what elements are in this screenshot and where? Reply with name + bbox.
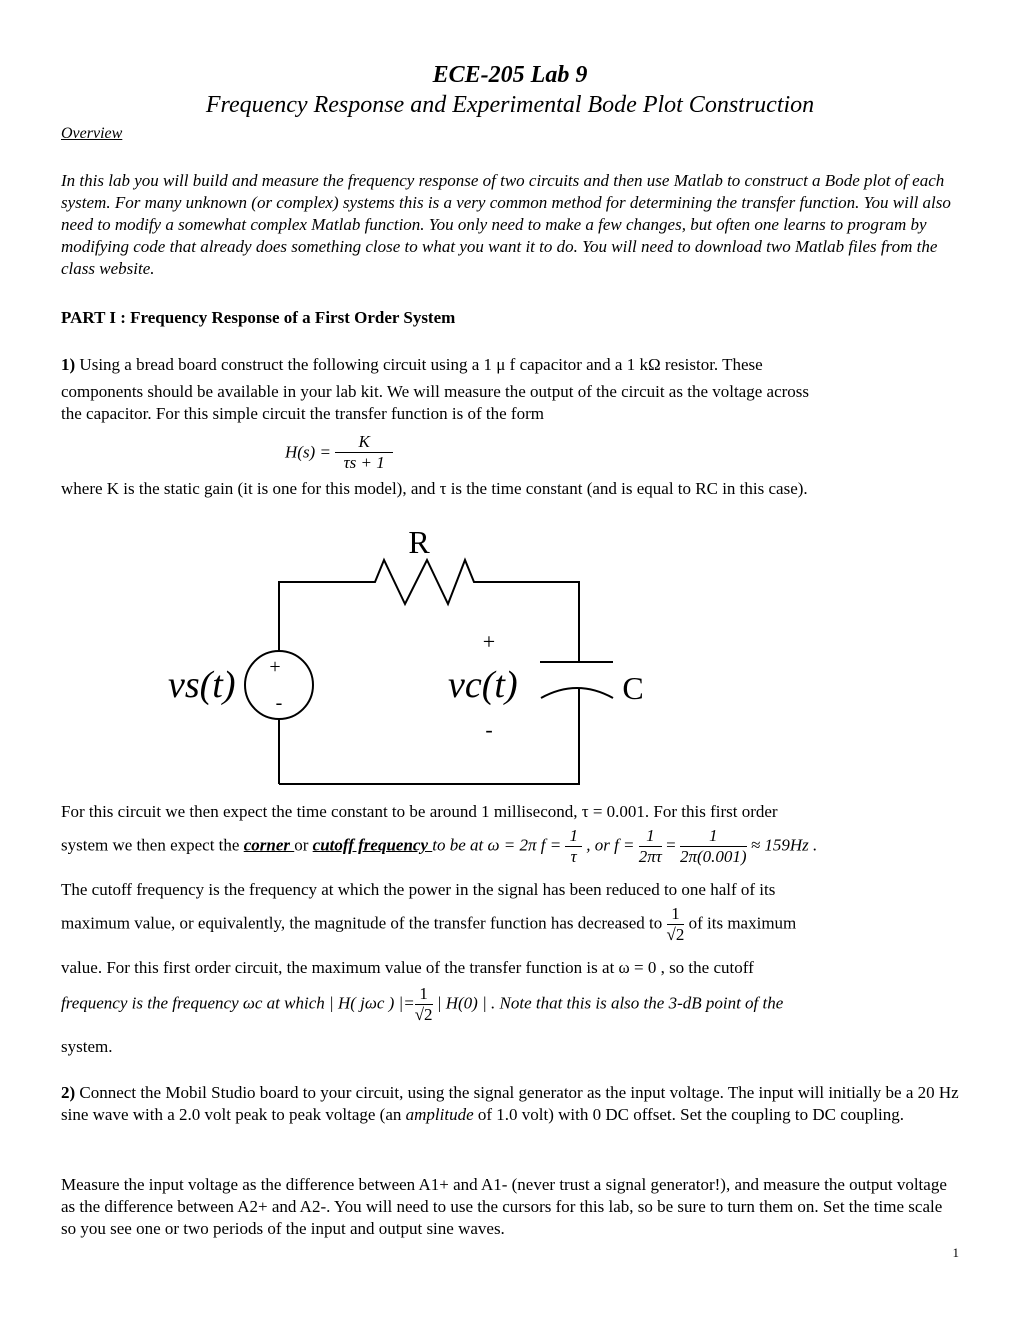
one-over-sqrt2-fraction: [667, 904, 685, 945]
fraction-denominator: √2: [666, 925, 685, 944]
document-title: ECE-205 Lab 9: [432, 62, 588, 88]
transfer-function-equation: [285, 432, 393, 473]
output-voltage-label: vc(t): [448, 664, 518, 706]
analysis-line5: value. For this first order circuit, the maximum value of the transfer function is at ω = 0 , so the cutoff: [61, 958, 754, 977]
step1-line2: components should be available in your lab kit. We will measure the output of the circuit as the voltage across: [61, 382, 810, 401]
step2-text-start: Connect the Mobil Studio board to your circuit, using the signal generator as the input voltage. The input will initially be a 20 Hz sine wave with a 2.0 volt peak to peak voltage (an: [61, 1083, 959, 1124]
step2-number: 2): [61, 1083, 76, 1102]
analysis-line6-end: | H(0) | . Note that this is also the 3-dB point of the: [432, 993, 784, 1013]
fraction-numerator: 1: [639, 826, 662, 847]
step1-line1: [61, 355, 763, 375]
cutoff-result: ≈ 159Hz .: [746, 835, 818, 855]
omega-equation: to be at ω = 2π f =: [432, 835, 562, 855]
measure-paragraph: Measure the input voltage as the difference between A1+ and A1- (never trust a signal generator!), and measure the output voltage as the difference between A2+ and A2-. You will need to use the cursors for this lab, so be sure to turn them on. Set the time scale so you see one or two periods of the input and output sine waves.: [61, 1175, 947, 1238]
resistor-label: R: [408, 524, 430, 560]
transfer-function-fraction: [335, 432, 393, 473]
corner-frequency-term: corner: [243, 835, 295, 855]
analysis-line6: [61, 984, 783, 1025]
fraction-numerator: 1: [565, 826, 582, 847]
step2-paragraph: [61, 1082, 961, 1126]
transfer-function-lhs: H(s) =: [285, 442, 331, 462]
amplitude-term: amplitude: [405, 1105, 474, 1124]
step1-line3: the capacitor. For this simple circuit the transfer function is of the form: [61, 404, 544, 423]
fraction-denominator: 2πτ: [638, 847, 662, 866]
one-over-tau-fraction: [565, 826, 582, 867]
transfer-function-numerator: K: [335, 432, 393, 453]
capacitor-plus-sign: +: [482, 629, 496, 654]
analysis-line2: [61, 826, 817, 867]
overview-label: Overview: [61, 125, 123, 142]
where-line: where K is the static gain (it is one for this model), and τ is the time constant (and is equal to RC in this case).: [61, 479, 808, 498]
analysis-line6-start: frequency is the frequency ωc at which | H( jωc ) |=: [61, 993, 415, 1013]
analysis-line7: system.: [61, 1037, 113, 1056]
fraction-denominator: τ: [570, 847, 577, 866]
f-equation: , or f =: [581, 835, 635, 855]
analysis-line4: [61, 904, 796, 945]
fraction-numerator: 1: [415, 984, 433, 1005]
one-over-two-pi-tau-fraction: [639, 826, 662, 867]
cutoff-frequency-term: cutoff frequency: [312, 835, 433, 855]
circuit-bottom-wire: [279, 688, 579, 784]
intro-paragraph: In this lab you will build and measure the frequency response of two circuits and then use Matlab to construct a Bode plot of each system. For many unknown (or complex) systems this is a very common method for determining the transfer function. You will also need to modify a somewhat complex Matlab function. You only need to make a few changes, but often one learns to program by modifying code that already does something close to what you want it to do. You will need to download two Matlab files from the class website.: [61, 171, 951, 278]
one-over-sqrt2-fraction: [415, 984, 433, 1025]
capacitor-label: C: [622, 670, 644, 706]
page-number: 1: [952, 1245, 959, 1260]
step2-text-end: of 1.0 volt) with 0 DC offset. Set the coupling to DC coupling.: [473, 1105, 904, 1124]
fraction-numerator: 1: [667, 904, 685, 925]
fraction-denominator: √2: [414, 1005, 433, 1024]
analysis-line4-start: maximum value, or equivalently, the magnitude of the transfer function has decreased to: [61, 913, 667, 933]
part1-heading: PART I : Frequency Response of a First Order System: [61, 308, 456, 327]
analysis-line4-end: of its maximum: [684, 913, 797, 933]
transfer-function-denominator: τs + 1: [343, 453, 385, 472]
circuit-top-wire: [279, 560, 579, 784]
analysis-line2-start: system we then expect the: [61, 835, 244, 855]
rc-circuit-diagram: [0, 520, 1020, 790]
capacitor-bottom-plate: [541, 688, 613, 698]
source-minus-sign: -: [275, 692, 283, 714]
fraction-numerator: 1: [680, 826, 747, 847]
equals-sign: =: [661, 835, 680, 855]
capacitor-minus-sign: -: [485, 717, 493, 742]
document-subtitle: Frequency Response and Experimental Bode Plot Construction: [205, 92, 815, 118]
source-voltage-label: vs(t): [168, 664, 236, 706]
step1-number: 1): [61, 355, 76, 374]
source-plus-sign: +: [269, 656, 281, 678]
analysis-line2-or: or: [294, 835, 313, 855]
step1-text: Using a bread board construct the following circuit using a 1 μ f capacitor and a 1 kΩ resistor. These: [75, 355, 763, 374]
analysis-line1: For this circuit we then expect the time constant to be around 1 millisecond, τ = 0.001. For this first order: [61, 802, 778, 821]
numeric-fraction: [680, 826, 747, 867]
analysis-line3: The cutoff frequency is the frequency at which the power in the signal has been reduced to one half of its: [61, 880, 776, 899]
fraction-denominator: 2π(0.001): [679, 847, 747, 866]
